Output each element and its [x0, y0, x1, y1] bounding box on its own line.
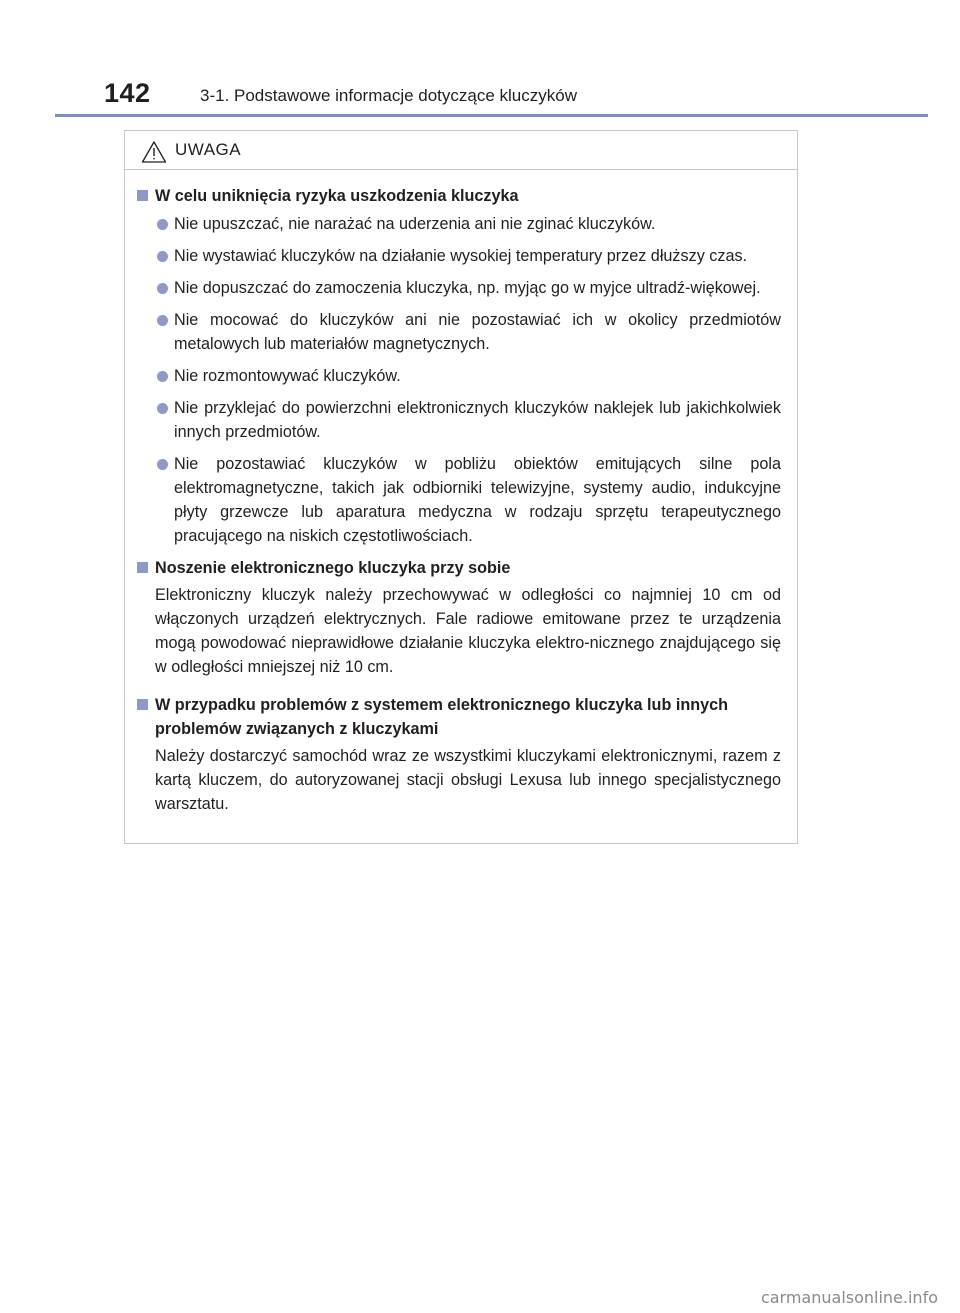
list-item: [135, 396, 781, 444]
section-heading: W celu uniknięcia ryzyka uszkodzenia kluczyka: [155, 187, 519, 205]
page-number: 142: [104, 78, 151, 108]
list-item: [135, 212, 781, 236]
section-title-carrying-key: [135, 556, 781, 580]
square-bullet-icon: [137, 190, 148, 201]
list-item-text: Nie dopuszczać do zamoczenia kluczyka, np. myjąc go w myjce ultradź-więkowej.: [174, 279, 761, 297]
list-item: [135, 276, 781, 300]
section-key-damage: [135, 184, 781, 548]
section-carrying-key: [135, 556, 781, 679]
warning-body: [125, 170, 797, 816]
square-bullet-icon: [137, 699, 148, 710]
footer-watermark: carmanualsonline.info: [760, 1288, 938, 1307]
circle-bullet-icon: [157, 459, 168, 470]
section-paragraph: Elektroniczny kluczyk należy przechowywać w odległości co najmniej 10 cm od włączonych urządzeń elektrycznych. Fale radiowe emitowane przez te urządzenia mogą powodować nieprawidłowe działanie kluczyka elektro-nicznego znajdującego się w odległości mniejszej niż 10 cm.: [155, 586, 781, 676]
list-item-text: Nie wystawiać kluczyków na działanie wysokiej temperatury przez dłuższy czas.: [174, 247, 748, 265]
warning-box: [124, 130, 798, 844]
list-item-text: Nie mocować do kluczyków ani nie pozostawiać ich w okolicy przedmiotów metalowych lub materiałów magnetycznych.: [174, 311, 781, 353]
circle-bullet-icon: [157, 371, 168, 382]
circle-bullet-icon: [157, 219, 168, 230]
bullet-list: [135, 212, 781, 548]
section-paragraph: Należy dostarczyć samochód wraz ze wszystkimi kluczykami elektronicznymi, razem z kartą kluczem, do autoryzowanej stacji obsługi Lexusa lub innego specjalistycznego warsztatu.: [155, 747, 781, 813]
list-item-text: Nie przyklejać do powierzchni elektronicznych kluczyków naklejek lub jakichkolwiek innych przedmiotów.: [174, 399, 781, 441]
warning-label: UWAGA: [175, 140, 242, 159]
square-bullet-icon: [137, 562, 148, 573]
list-item: [135, 244, 781, 268]
list-item-text: Nie rozmontowywać kluczyków.: [174, 367, 401, 385]
section-heading: W przypadku problemów z systemem elektronicznego kluczyka lub innych problemów związanych z kluczykami: [155, 696, 728, 738]
list-item-text: Nie pozostawiać kluczyków w pobliżu obiektów emitujących silne pola elektromagnetyczne, takich jak odbiorniki telewizyjne, systemy audio, indukcyjne płyty grzewcze lub aparatura medyczna w rodzaju sprzętu terapeutycznego pracującego na niskich częstotliwościach.: [174, 455, 781, 545]
header-rule: [55, 114, 928, 117]
list-item: [135, 452, 781, 548]
section-problems: [135, 693, 781, 816]
list-item: [135, 364, 781, 388]
warning-triangle-icon: [141, 140, 167, 164]
circle-bullet-icon: [157, 283, 168, 294]
circle-bullet-icon: [157, 403, 168, 414]
page-header: [0, 0, 960, 120]
section-title-key-damage: [135, 184, 781, 208]
circle-bullet-icon: [157, 315, 168, 326]
circle-bullet-icon: [157, 251, 168, 262]
warning-header: [125, 131, 797, 170]
list-item-text: Nie upuszczać, nie narażać na uderzenia ani nie zginać kluczyków.: [174, 215, 656, 233]
section-heading: Noszenie elektronicznego kluczyka przy sobie: [155, 559, 511, 577]
list-item: [135, 308, 781, 356]
section-title: 3-1. Podstawowe informacje dotyczące kluczyków: [200, 86, 577, 105]
section-title-problems: [135, 693, 781, 741]
